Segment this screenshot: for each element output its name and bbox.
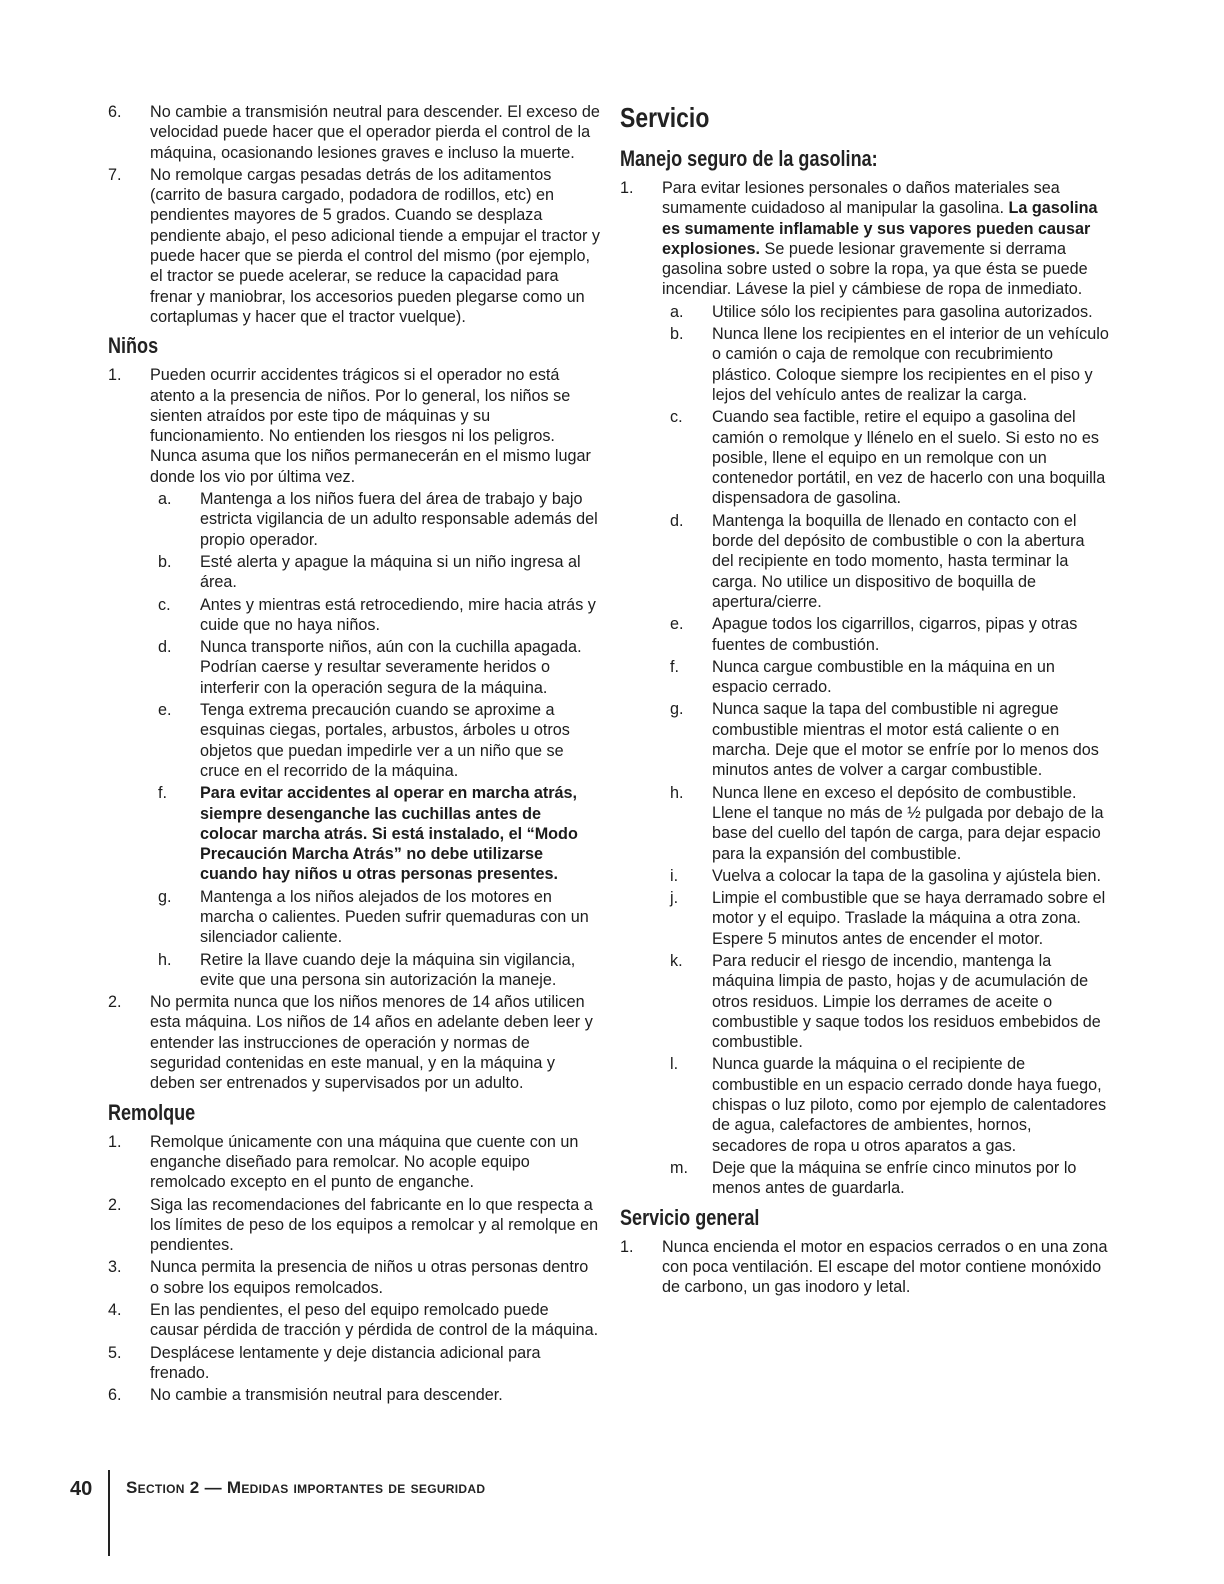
left-column bbox=[108, 102, 600, 1408]
sub-item: j. Limpie el combustible que se haya derramado sobre el motor y el equipo. Traslade la máquina a otra zona. Espere 5 minutos antes de encender el motor. bbox=[670, 889, 1106, 948]
sub-item-warning: f. Para evitar accidentes al operar en marcha atrás, siempre desenganche las cuchillas antes de colocar marcha atrás. Si está instalado, el “Modo Precaución Marcha Atrás” no debe utilizarse cuando hay niños u otras personas presentes. bbox=[158, 784, 578, 884]
list-item: 3. Nunca permita la presencia de niños u otras personas dentro o sobre los equipos remolcados. bbox=[108, 1258, 589, 1297]
sub-item: h. Retire la llave cuando deje la máquina sin vigilancia, evite que una persona sin autorización la maneje. bbox=[158, 950, 576, 989]
sub-item: a. Utilice sólo los recipientes para gasolina autorizados. bbox=[670, 302, 1093, 321]
section-heading-ninos: Niños bbox=[108, 333, 159, 359]
sub-item: c. Cuando sea factible, retire el equipo a gasolina del camión o remolque y llénelo en el suelo. Si esto no es posible, llene el equipo en un remolque con un contenedor portátil, en vez de hacerlo con una boquilla dispensadora de gasolina. bbox=[670, 408, 1106, 508]
sub-item: a. Mantenga a los niños fuera del área de trabajo y bajo estricta vigilancia de un adulto responsable además del propio operador. bbox=[158, 490, 598, 549]
page-number: 40 bbox=[70, 1478, 93, 1500]
list-item: 7. No remolque cargas pesadas detrás de los aditamentos (carrito de basura cargado, podadora de rodillos, etc) en pendientes mayores de 5 grados. Cuando se desplaza pendiente abajo, el peso adicional tiende a empujar el tractor y puede hacer que se pierda el control del mismo (por ejemplo, el tractor se puede acelerar, se reduce la capacidad para frenar y maniobrar, los accesorios pueden plegarse como un cortaplumas y hacer que el tractor vuelque). bbox=[108, 165, 600, 326]
page-footer bbox=[70, 1478, 485, 1556]
section-heading-servicio-general: Servicio general bbox=[620, 1204, 760, 1230]
list-item: 6. No cambie a transmisión neutral para descender. El exceso de velocidad puede hacer que el operador pierda el control de la máquina, ocasionando lesiones graves e incluso la muerte. bbox=[108, 103, 600, 162]
list-item: 2. Siga las recomendaciones del fabricante en lo que respecta a los límites de peso de los equipos a remolcar y al remolque en pendientes. bbox=[108, 1195, 599, 1255]
sub-item: e. Apague todos los cigarrillos, cigarros, pipas y otras fuentes de combustión. bbox=[670, 615, 1078, 654]
sub-item: b. Nunca llene los recipientes en el interior de un vehículo o camión o caja de remolque con recubrimiento plástico. Coloque siempre los recipientes en el piso y lejos del vehículo antes de realizar la carga. bbox=[670, 325, 1109, 404]
section-heading-gasolina: Manejo seguro de la gasolina: bbox=[620, 146, 878, 171]
sub-item: c. Antes y mientras está retrocediendo, mire hacia atrás y cuide que no haya niños. bbox=[158, 595, 596, 634]
sub-item: m. Deje que la máquina se enfríe cinco minutos por lo menos antes de guardarla. bbox=[670, 1158, 1077, 1198]
list-item: 1. Nunca encienda el motor en espacios cerrados o en una zona con poca ventilación. El escape del motor contiene monóxido de carbono, un gas inodoro y letal. bbox=[620, 1237, 1108, 1297]
list-item: 4. En las pendientes, el peso del equipo remolcado puede causar pérdida de tracción y pérdida de control de la máquina. bbox=[108, 1301, 599, 1340]
list-item: 1. Pueden ocurrir accidentes trágicos si el operador no está atento a la presencia de niños. Por lo general, los niños se sienten atraídos por este tipo de máquinas y su funcionamiento. No entienden los riesgos ni los peligros. Nunca asuma que los niños permanecerán en el mismo lugar donde los vio por última vez. bbox=[108, 366, 591, 486]
sub-item: i. Vuelva a colocar la tapa de la gasolina y ajústela bien. bbox=[670, 866, 1102, 885]
sub-item: f. Nunca cargue combustible en la máquina en un espacio cerrado. bbox=[670, 657, 1055, 697]
sub-item: h. Nunca llene en exceso el depósito de combustible. Llene el tanque no más de ½ pulgada por debajo de la base del cuello del tapón de carga, para dejar espacio para la expansión del combustible. bbox=[670, 783, 1104, 863]
footer-section-title: Section 2 — Medidas importantes de seguridad bbox=[126, 1478, 486, 1497]
sub-item: g. Nunca saque la tapa del combustible ni agregue combustible mientras el motor está caliente o en marcha. Deje que el motor se enfríe por lo menos dos minutos antes de volver a cargar combustible. bbox=[670, 700, 1099, 780]
sub-item: g. Mantenga a los niños alejados de los motores en marcha o calientes. Pueden sufrir quemaduras con un silenciador caliente. bbox=[158, 887, 589, 947]
right-column bbox=[620, 102, 1110, 1299]
footer-divider bbox=[108, 1470, 110, 1556]
sub-item: l. Nunca guarde la máquina o el recipiente de combustible en un espacio cerrado donde haya fuego, chispas o luz piloto, como por ejemplo de calentadores de agua, calefactores de ambientes, hornos, secadores de ropa u otros aparatos a gas. bbox=[670, 1055, 1107, 1155]
sub-item: b. Esté alerta y apague la máquina si un niño ingresa al área. bbox=[158, 552, 581, 592]
list-item: 1. Para evitar lesiones personales o daños materiales sea sumamente cuidadoso al manipular la gasolina. La gasolina es sumamente inflamable y sus vapores pueden causar explosiones. Se puede lesionar gravemente si derrama gasolina sobre usted o sobre la ropa, ya que ésta se puede incendiar. Lávese la piel y cámbiese de ropa de inmediato. bbox=[620, 179, 1098, 299]
list-item: 2. No permita nunca que los niños menores de 14 años utilicen esta máquina. Los niños de 14 años en adelante deben leer y entender las instrucciones de operación y normas de seguridad contenidas en este manual, y en la máquina y deben ser entrenados y supervisados por un adulto. bbox=[108, 993, 593, 1093]
sub-item: d. Nunca transporte niños, aún con la cuchilla apagada. Podrían caerse y resultar severamente heridos o interferir con la operación segura de la máquina. bbox=[158, 638, 582, 697]
sub-item: e. Tenga extrema precaución cuando se aproxime a esquinas ciegas, portales, arbustos, árboles u otros objetos que puedan impedirle ver a un niño que se cruce en el recorrido de la máquina. bbox=[158, 701, 570, 780]
page-title: Servicio bbox=[620, 102, 710, 133]
list-item: 6. No cambie a transmisión neutral para descender. bbox=[108, 1386, 503, 1405]
sub-item: d. Mantenga la boquilla de llenado en contacto con el borde del depósito de combustible o con la abertura del recipiente en todo momento, hasta terminar la carga. No utilice un dispositivo de boquilla de apertura/cierre. bbox=[670, 511, 1085, 611]
sub-item: k. Para reducir el riesgo de incendio, mantenga la máquina limpia de pasto, hojas y de acumulación de otros residuos. Limpie los derrames de aceite o combustible y saque todos los residuos embebidos de combustible. bbox=[670, 951, 1101, 1052]
list-item: 1. Remolque únicamente con una máquina que cuente con un enganche diseñado para remolcar. No acople equipo remolcado excepto en el punto de enganche. bbox=[108, 1132, 579, 1192]
section-heading-remolque: Remolque bbox=[108, 1099, 196, 1125]
list-item: 5. Desplácese lentamente y deje distancia adicional para frenado. bbox=[108, 1343, 541, 1382]
